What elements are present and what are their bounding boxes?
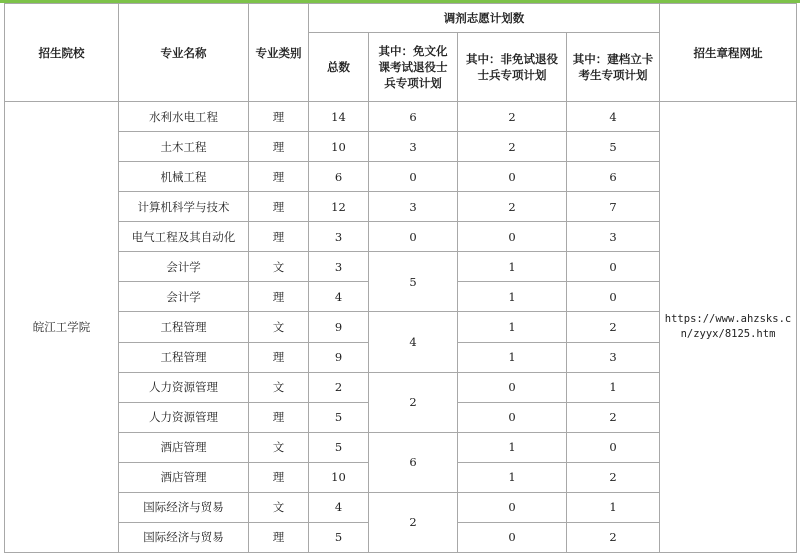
category-cell: 理 [249,162,309,192]
header-poverty-text: 其中：建档立卡考生专项计划 [572,52,654,82]
exempt-cell: 0 [369,222,458,252]
total-cell: 3 [309,252,369,282]
poverty-cell: 1 [567,492,660,522]
major-cell: 工程管理 [119,312,249,342]
non-exempt-cell: 0 [458,222,567,252]
url-cell[interactable] [660,102,797,553]
exempt-cell: 4 [369,312,458,372]
category-cell: 理 [249,222,309,252]
exempt-cell: 3 [369,192,458,222]
total-cell: 12 [309,192,369,222]
poverty-cell: 0 [567,282,660,312]
poverty-cell: 3 [567,342,660,372]
category-cell: 文 [249,432,309,462]
poverty-cell: 0 [567,432,660,462]
exempt-cell: 3 [369,132,458,162]
header-non-exempt-text: 其中：非免试退役士兵专项计划 [466,52,558,82]
major-cell: 人力资源管理 [119,402,249,432]
exempt-cell: 6 [369,432,458,492]
non-exempt-cell: 1 [458,432,567,462]
exempt-cell: 0 [369,162,458,192]
total-cell: 14 [309,102,369,132]
non-exempt-cell: 0 [458,522,567,552]
header-major: 专业名称 [119,4,249,102]
total-cell: 5 [309,402,369,432]
poverty-cell: 2 [567,402,660,432]
exempt-cell: 5 [369,252,458,312]
non-exempt-cell: 2 [458,192,567,222]
poverty-cell: 0 [567,252,660,282]
category-cell: 文 [249,372,309,402]
header-non-exempt [458,33,567,102]
total-cell: 6 [309,162,369,192]
non-exempt-cell: 1 [458,282,567,312]
non-exempt-cell: 1 [458,462,567,492]
category-cell: 文 [249,312,309,342]
poverty-cell: 5 [567,132,660,162]
exempt-cell: 2 [369,372,458,432]
major-cell: 电气工程及其自动化 [119,222,249,252]
header-total: 总数 [309,33,369,102]
non-exempt-cell: 1 [458,342,567,372]
major-cell: 酒店管理 [119,462,249,492]
non-exempt-cell: 0 [458,162,567,192]
poverty-cell: 1 [567,372,660,402]
exempt-cell: 6 [369,102,458,132]
total-cell: 9 [309,312,369,342]
major-cell: 会计学 [119,282,249,312]
major-cell: 计算机科学与技术 [119,192,249,222]
poverty-cell: 4 [567,102,660,132]
major-cell: 会计学 [119,252,249,282]
admission-plan-table [4,3,797,553]
url-text[interactable]: https://www.ahzsks.cn/zyyx/8125.htm [664,313,792,340]
major-cell: 工程管理 [119,342,249,372]
school-cell: 皖江工学院 [5,102,119,553]
total-cell: 3 [309,222,369,252]
total-cell: 10 [309,132,369,162]
category-cell: 理 [249,342,309,372]
category-cell: 理 [249,402,309,432]
category-cell: 理 [249,132,309,162]
major-cell: 水利水电工程 [119,102,249,132]
header-category: 专业类别 [249,4,309,102]
poverty-cell: 2 [567,522,660,552]
total-cell: 5 [309,522,369,552]
category-cell: 理 [249,192,309,222]
non-exempt-cell: 0 [458,402,567,432]
non-exempt-cell: 0 [458,492,567,522]
poverty-cell: 6 [567,162,660,192]
table-row [5,102,797,132]
total-cell: 2 [309,372,369,402]
major-cell: 土木工程 [119,132,249,162]
poverty-cell: 2 [567,462,660,492]
non-exempt-cell: 1 [458,252,567,282]
header-url: 招生章程网址 [660,4,797,102]
total-cell: 9 [309,342,369,372]
category-cell: 文 [249,492,309,522]
header-exempt [369,33,458,102]
exempt-cell: 2 [369,492,458,552]
non-exempt-cell: 2 [458,102,567,132]
major-cell: 酒店管理 [119,432,249,462]
category-cell: 理 [249,282,309,312]
total-cell: 10 [309,462,369,492]
major-cell: 人力资源管理 [119,372,249,402]
non-exempt-cell: 2 [458,132,567,162]
non-exempt-cell: 0 [458,372,567,402]
total-cell: 5 [309,432,369,462]
category-cell: 理 [249,102,309,132]
non-exempt-cell: 1 [458,312,567,342]
poverty-cell: 2 [567,312,660,342]
header-school: 招生院校 [5,4,119,102]
major-cell: 国际经济与贸易 [119,522,249,552]
category-cell: 文 [249,252,309,282]
poverty-cell: 3 [567,222,660,252]
major-cell: 机械工程 [119,162,249,192]
total-cell: 4 [309,282,369,312]
header-poverty [567,33,660,102]
category-cell: 理 [249,522,309,552]
major-cell: 国际经济与贸易 [119,492,249,522]
total-cell: 4 [309,492,369,522]
header-plan-group: 调剂志愿计划数 [309,4,660,33]
category-cell: 理 [249,462,309,492]
header-exempt-text: 其中：免文化课考试退役士兵专项计划 [378,44,448,90]
poverty-cell: 7 [567,192,660,222]
